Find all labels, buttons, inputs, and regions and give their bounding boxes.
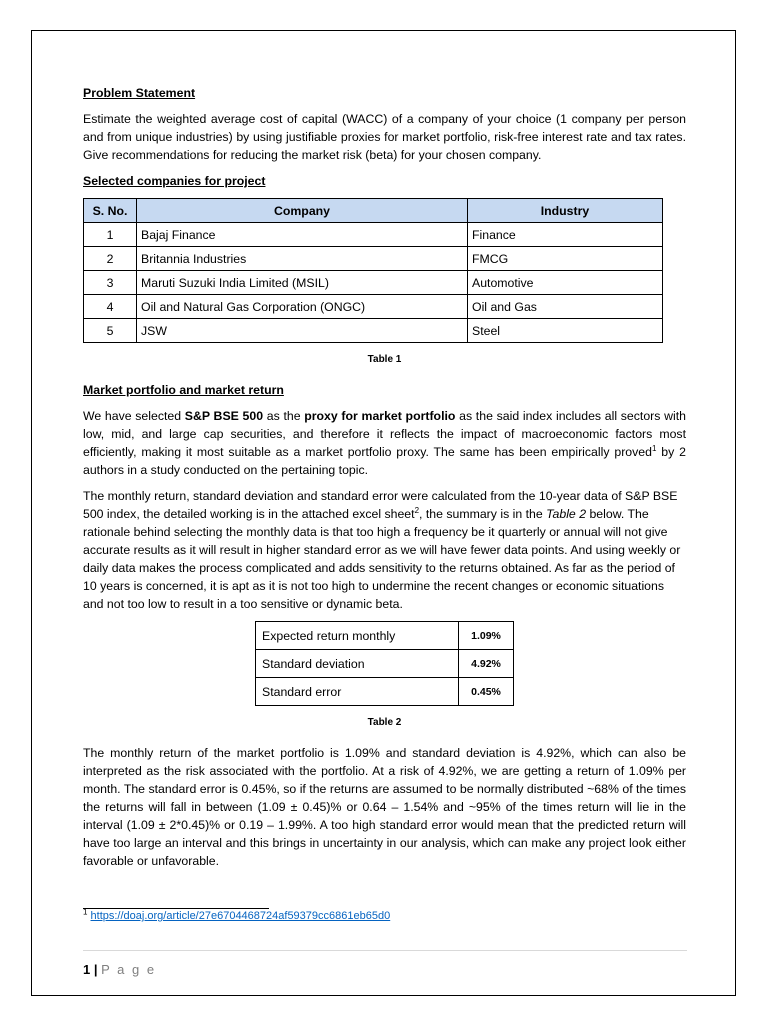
cell-company: Britannia Industries [137, 247, 468, 271]
problem-text: Estimate the weighted average cost of capital (WACC) of a company of your choice (1 company per person and from unique industries) by using justifiable proxies for market portfolio, risk-free interest rate and tax rates. Give recommendations for reducing the market risk (beta) for your chosen company. [83, 112, 686, 162]
summary-table [255, 621, 514, 706]
page-number: 1 [83, 962, 91, 977]
table-row [84, 271, 663, 295]
cell-industry: FMCG [468, 247, 663, 271]
footnote-link[interactable]: https://doaj.org/article/27e6704468724af59379cc6861eb65d0 [90, 910, 391, 922]
cell-company: Maruti Suzuki India Limited (MSIL) [137, 271, 468, 295]
page-separator: | [93, 962, 98, 977]
table2-caption: Table 2 [367, 717, 402, 728]
table-row [256, 678, 514, 706]
companies-heading: Selected companies for project [83, 174, 266, 188]
table-row [84, 319, 663, 343]
market-heading: Market portfolio and market return [83, 383, 284, 397]
cell-sno: 4 [84, 295, 137, 319]
cell-company: JSW [137, 319, 468, 343]
summary-label: Expected return monthly [256, 622, 459, 650]
table-row [256, 622, 514, 650]
footnote-divider [83, 908, 269, 909]
companies-table [83, 198, 663, 343]
cell-sno: 2 [84, 247, 137, 271]
cell-company: Bajaj Finance [137, 223, 468, 247]
page-footer [83, 962, 156, 977]
market-paragraph-2: The monthly return, standard deviation and standard error were calculated from the 10-year data of S&P BSE 500 index, the detailed working is in the attached excel sheet$^2$, the summary is in the Table 2 below. The rationale behind selecting the monthly data is that too high a frequency be it quarterly or annual will not give accurate results as it will result in higher standard error as we will have fewer data points. And using weekly or daily data makes the process complicated and adds sensitivity to the returns obtained. As far as the period of 10 years is concerned, it is apt as it is not too high to undermine the recent changes or economic situations and not too low to result in a too sensitive or dynamic beta. [83, 489, 681, 611]
table-row [84, 295, 663, 319]
footnote-ref-2[interactable]: 2 [414, 505, 420, 515]
footer-divider [83, 950, 687, 951]
summary-label: Standard error [256, 678, 459, 706]
header-sno: S. No. [84, 199, 137, 223]
table-row [256, 650, 514, 678]
cell-company: Oil and Natural Gas Corporation (ONGC) [137, 295, 468, 319]
page-label: P a g e [101, 962, 157, 977]
footnote [83, 907, 391, 922]
market-paragraph-1: We have selected S&P BSE 500 as the proxy for market portfolio as the said index includes all sectors with low, mid, and large cap securities, and therefore it reflects the impact of macroeconomic factors most efficiently, making it most suitable as a market portfolio proxy. The same has been empirically proved$^1$ by 2 authors in a study conducted on the pertaining topic. [83, 409, 686, 477]
table-row [84, 223, 663, 247]
cell-industry: Steel [468, 319, 663, 343]
header-industry: Industry [468, 199, 663, 223]
cell-sno: 1 [84, 223, 137, 247]
table-row [84, 247, 663, 271]
cell-industry: Automotive [468, 271, 663, 295]
document-body [83, 84, 686, 878]
cell-sno: 5 [84, 319, 137, 343]
header-company: Company [137, 199, 468, 223]
cell-industry: Finance [468, 223, 663, 247]
summary-value: 4.92% [459, 650, 514, 678]
problem-heading: Problem Statement [83, 86, 196, 100]
footnote-number: 1 [83, 907, 88, 917]
table-header-row [84, 199, 663, 223]
market-paragraph-3: The monthly return of the market portfolio is 1.09% and standard deviation is 4.92%, which can also be interpreted as the risk associated with the portfolio. At a risk of 4.92%, we are getting a return of 1.09% per month. The standard error is 0.45%, so if the returns are assumed to be normally distributed ~68% of the times the returns will fall in between (1.09 ± 0.45)% or 0.64 – 1.54% and ~95% of the times return will lie in the interval (1.09 ± 2*0.45)% or 0.19 – 1.99%. A too high standard error would mean that the predicted return will have too large an interval and this brings in uncertainty in our analysis, which can make any project look either favorable or unfavorable. [83, 746, 686, 868]
summary-label: Standard deviation [256, 650, 459, 678]
summary-value: 1.09% [459, 622, 514, 650]
table1-caption: Table 1 [367, 354, 402, 365]
cell-industry: Oil and Gas [468, 295, 663, 319]
footnote-ref-1[interactable]: 1 [651, 443, 657, 453]
summary-value: 0.45% [459, 678, 514, 706]
cell-sno: 3 [84, 271, 137, 295]
